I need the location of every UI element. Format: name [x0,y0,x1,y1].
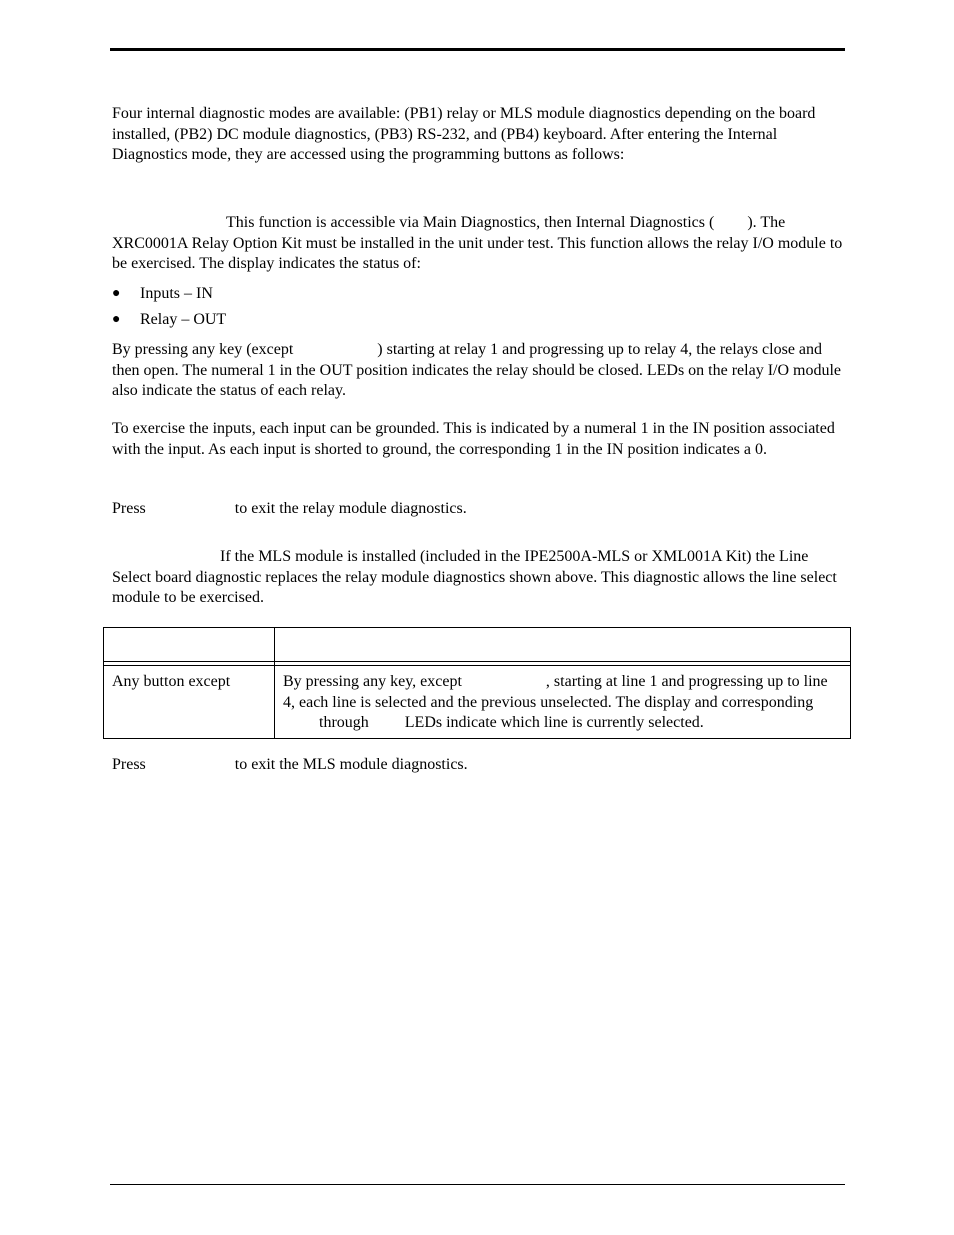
bullet-dot-icon: ● [112,312,121,327]
footer-rule [110,1184,845,1185]
bullet-dot-icon: ● [112,286,121,301]
relay-intro-paragraph [112,213,847,275]
relay-inputs-paragraph: To exercise the inputs, each input can be grounded. This is indicated by a numeral 1 in the IN position associated with the input. As each input is shorted to ground, the corresponding 1 in the IN position indicates a 0. [112,420,835,458]
description-text-b: , starting at line 1 and progressing up to line 4, each line is selected and the previous unselected. The display and corresponding [283,673,828,711]
mls-intro-paragraph [112,547,847,609]
table-header-row [104,628,851,662]
status-bullet-list [112,284,226,336]
mls-exit-text-b: to exit the MLS module diagnostics. [234,756,468,773]
relay-intro-text-b: ). The XRC0001A Relay Option Kit must be installed in the unit under test. This function allows the relay I/O module to be exercised. The display indicates the status of: [112,214,843,272]
bullet-inputs [112,284,226,310]
table-row [104,666,851,739]
header-rule [110,48,845,51]
mls-exit-text-a: Press [112,756,146,773]
table-cell-button-text: Any button except [112,673,231,690]
relay-exit-text-a: Press [112,500,146,517]
relay-intro-text-a: This function is accessible via Main Diagnostics, then Internal Diagnostics ( [226,214,715,231]
bullet-inputs-label: Inputs – IN [140,285,213,302]
description-text-c: through [319,714,369,731]
table-cell-description [275,666,851,739]
table-header-cell [275,628,851,662]
mls-exit-paragraph [112,755,847,776]
table-cell-button [104,666,275,739]
intro-paragraph: Four internal diagnostic modes are available: (PB1) relay or MLS module diagnostics depending on the board installed, (PB2) DC module diagnostics, (PB3) RS-232, and (PB4) keyboard. After entering the Internal Diagnostics mode, they are accessed using the programming buttons as follows: [112,105,816,163]
mls-intro-text: If the MLS module is installed (included in the IPE2500A-MLS or XML001A Kit) the Line Select board diagnostic replaces the relay module diagnostics shown above. This diagnostic allows the line select module to be exercised. [112,548,837,606]
relay-press-paragraph [112,340,847,402]
relay-press-text-b: ) starting at relay 1 and progressing up to relay 4, the relays close and then open. The numeral 1 in the OUT position indicates the relay should be closed. LEDs on the relay I/O module also indicate the status of each relay. [112,341,842,399]
description-text-d: LEDs indicate which line is currently selected. [404,714,704,731]
table-header-cell [104,628,275,662]
relay-exit-paragraph [112,499,847,520]
mls-diagnostics-table [103,627,851,739]
relay-press-text-a: By pressing any key (except [112,341,294,358]
bullet-relay [112,310,226,336]
bullet-relay-label: Relay – OUT [140,311,227,328]
relay-exit-text-b: to exit the relay module diagnostics. [234,500,467,517]
description-text-a: By pressing any key, except [283,673,462,690]
